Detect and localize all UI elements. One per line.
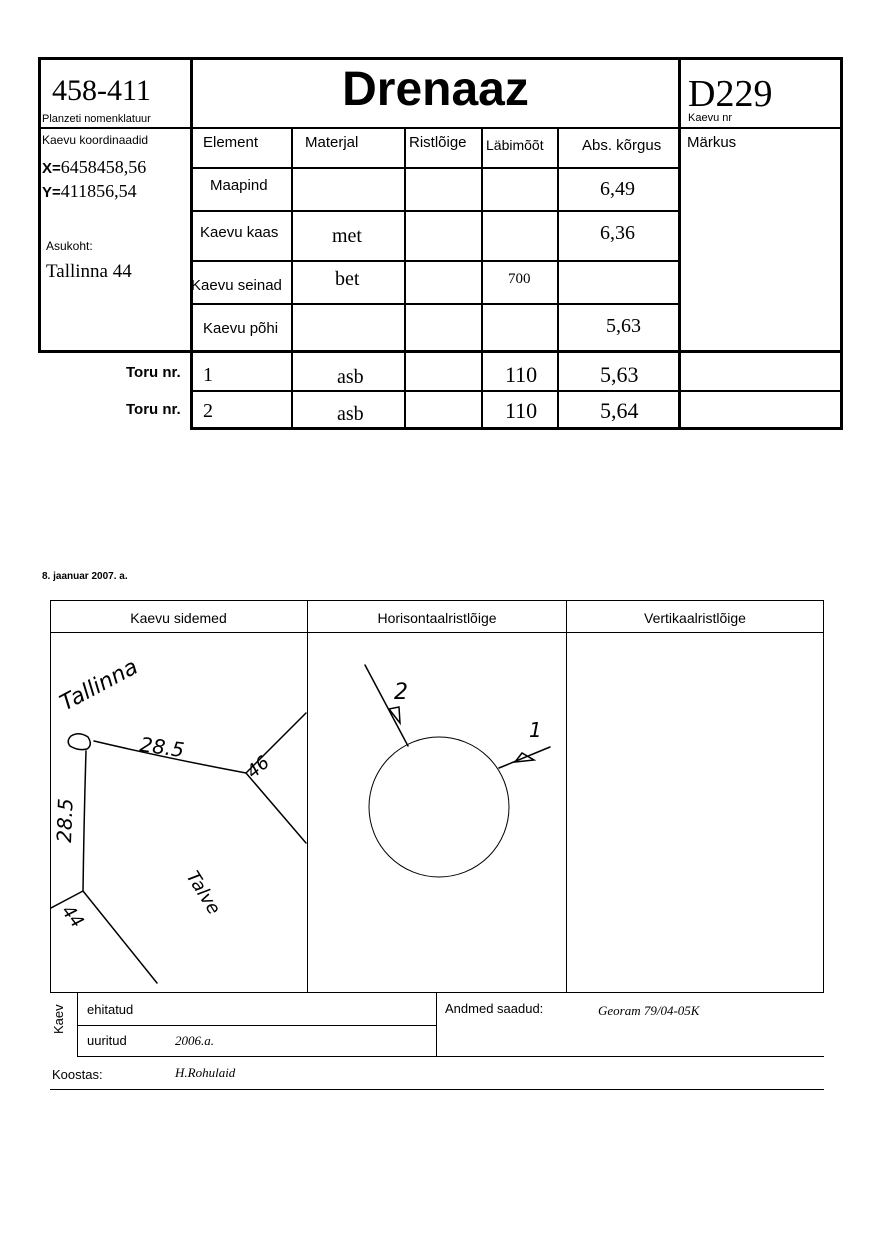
header-remarks: Märkus [687,134,737,151]
pipe-2-label: Toru nr. [126,401,181,418]
coordinate-x-value: 6458458,56 [60,157,147,177]
pipe-1-number: 1 [203,364,213,386]
surveyed-label: uuritud [87,1033,127,1048]
header-diameter: Läbimõõt [486,137,544,153]
coordinates-label: Kaevu koordinaadid [42,133,149,147]
road-line-south [83,751,86,891]
data-source-value: Georam 79/04-05K [598,1003,700,1018]
built-label: ehitatud [87,1002,134,1017]
pipe-1-label: Toru nr. [126,364,181,381]
distance-label-south: 28.5 [52,797,78,844]
connections-sketch [51,633,307,991]
nomenclature-label: Planzeti nomenklatuur [42,113,151,125]
pipe-1-tag: 1 [529,718,542,742]
well-number-label: Kaevu nr [688,112,733,124]
header-element: Element [203,134,259,151]
footer-side-label: Kaev [51,1004,66,1034]
horizontal-section-sketch [308,633,566,991]
row-kaas-height: 6,36 [600,222,635,244]
coordinate-y-label: Y= [42,184,61,201]
header-abs-height: Abs. kõrgus [582,137,662,154]
well-marker [68,734,90,750]
row-maapind-height: 6,49 [600,178,635,200]
document-date: 8. jaanuar 2007. a. [42,571,128,582]
row-seinad-material: bet [335,268,360,290]
building-number-44: 44 [57,901,88,933]
surveyed-value: 2006.a. [175,1033,214,1048]
pipe-2-line [365,665,408,746]
pipe-1-height: 5,63 [600,362,639,387]
pipe-2-material: asb [337,403,364,425]
location-label: Asukoht: [46,239,93,253]
header-material: Materjal [305,134,359,151]
row-pohi-element: Kaevu põhi [203,320,279,337]
panel-title-horizontal-section: Horisontaalristlõige [377,610,497,626]
nomenclature-value: 458-411 [52,74,151,107]
coordinate-x [42,157,146,178]
row-pohi-height: 5,63 [606,315,641,337]
row-kaas-element: Kaevu kaas [200,224,279,241]
row-seinad-element: Kaevu seinad [191,277,282,294]
row-kaas-material: met [332,225,362,247]
coordinate-x-label: X= [42,160,61,177]
well-number-value: D229 [688,73,773,115]
pipe-2-number: 2 [203,400,213,422]
row-seinad-diameter: 700 [508,271,531,287]
panel-title-connections: Kaevu sidemed [130,610,227,626]
street-label-talve: Talve [181,867,225,919]
data-source-label: Andmed saadud: [445,1001,544,1016]
header-section: Ristlõige [409,134,467,151]
author-label: Koostas: [52,1067,103,1082]
street-label-tallinna: Tallinna [56,654,143,717]
pipe-1-material: asb [337,366,364,388]
distance-label-east: 28.5 [138,732,186,763]
building-number-46: 46 [242,752,274,783]
pipe-2-tag: 2 [394,680,408,705]
pipe-1-diameter: 110 [505,362,538,387]
pipe-2-diameter: 110 [505,398,538,423]
coordinate-y [42,181,137,202]
row-maapind-element: Maapind [210,177,268,194]
well-circle [369,737,509,877]
page-title: Drenaaz [342,63,529,116]
coordinate-y-value: 411856,54 [60,181,137,201]
panel-title-vertical-section: Vertikaalristlõige [644,610,746,626]
location-value: Tallinna 44 [46,261,132,282]
pipe-1-line [499,747,550,768]
pipe-2-height: 5,64 [600,398,639,423]
author-value: H.Rohulaid [175,1065,236,1080]
